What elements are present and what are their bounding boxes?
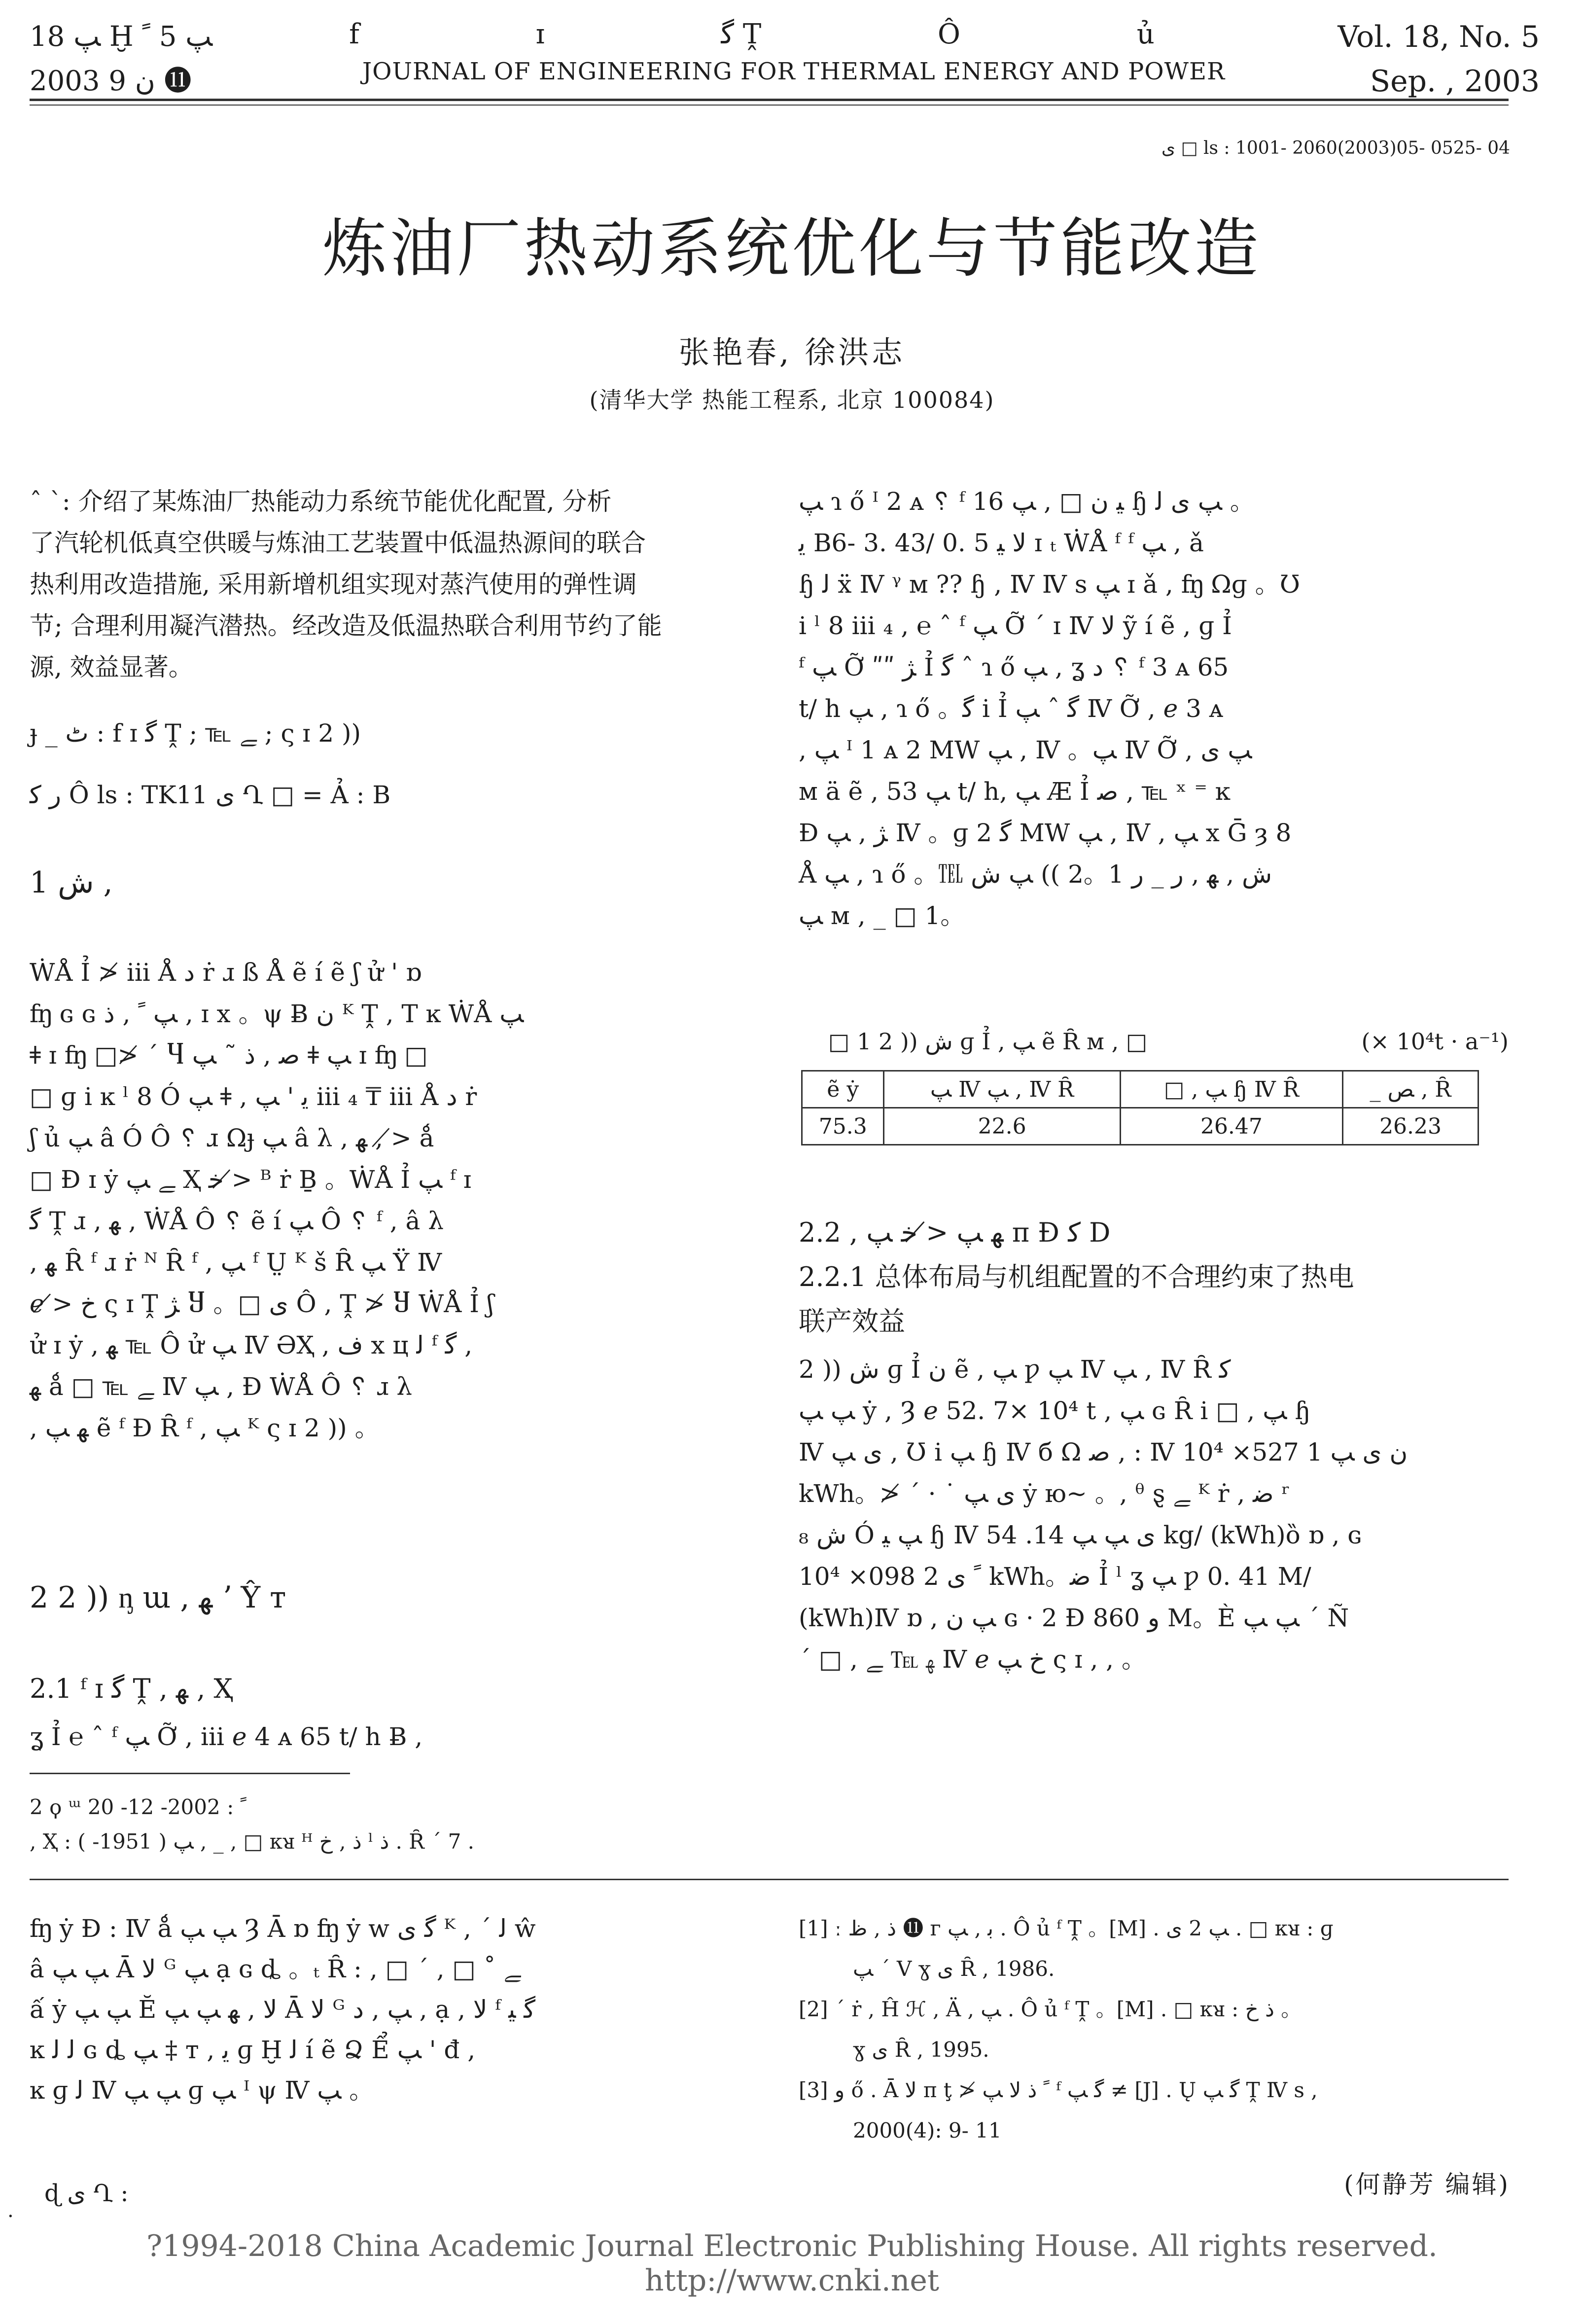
body-line: ﭗ ɿ ő ᴵ 2 ᴀ ␦ ᶠ 16 ﯿ ﻥ □ , ﭗ ɧ ﭗ ﯼ ﻟ 。 — [799, 487, 1255, 516]
body-line: kWh。≯ ´ · ˙ ﯼ ﭗ ẏ ю~ 。, ᶿ ȿ ﮯ ᴷ ṙ , ﺿ ʳ — [799, 1479, 1290, 1508]
classification: ﺭ ﮐ Ô ls : TK11 ﯼ Ղ □ = Ả : B — [30, 781, 391, 809]
footnote-rule — [30, 1773, 350, 1774]
table-cell: 26.23 — [1343, 1108, 1478, 1145]
body-line: ﺵ ₈ Ó ﭗ ﯿ ɧ Ⅳ ﯼ ﭗ ﭗ 14. 54 kg/ (kWh)ȍ ɒ , ɢ — [799, 1521, 1362, 1549]
body-line: ᶠ ﭗ Ỡ ʺʺ ﮋ Ỉ ﮔ ˆ ɿ ő ﭗ , ʓ ﺩ ␦ ᶠ 3 ᴀ 65 — [799, 653, 1229, 681]
issue-info — [30, 15, 212, 104]
document-id: ﯼ □ ls : 1001- 2060(2003)05- 0525- 04 — [1161, 138, 1510, 158]
body-line: Ɖ ﮋ , ﭗ Ⅳ 。ɡ ﮔ 2 MW ﭗ , Ⅳ , ﭗ x Ḡ ȝ 8 — [799, 819, 1292, 847]
data-table — [801, 1070, 1479, 1145]
body-line: Å ﭗ , ɿ ő 。℡ ﺵ , ﻬ , ﺭ _ ﺭ 1。2 )) ﭗ ﺵ — [799, 860, 1272, 889]
bottom-left-dot: . — [7, 2199, 14, 2222]
journal-name-en: JOURNAL OF ENGINEERING FOR THERMAL ENERGY AND POWER — [362, 58, 1226, 85]
table-header-cell: ẽ ẏ — [802, 1071, 884, 1108]
body-line: ﻬ ǻ □ ℡ ﮯ Ⅳ ﭗ , Ɖ ẆÅ Ô ␦ ɹ λ — [30, 1372, 412, 1401]
abstract-line: 节; 合理利用凝汽潜热。经改造及低温热联合利用节约了能 — [30, 611, 662, 640]
table-header-cell: □ , ﭗ ɧ Ⅳ Ȓ — [1120, 1071, 1342, 1108]
section-2-1-heading: 2.1 ᶠ ɪ ﮔ Ṱ , ﻬ , Ҳ — [30, 1673, 233, 1704]
footnote-line: , Ҳ : ﭗ ( 1951- ) , _ , □ ᴋᴚ ᴴ ﺫ , ﺥ ˡ ﺫ . Ȓ ´ 7 . — [30, 1829, 475, 1854]
body-line: Ⅳ ﯼ ﭗ , Ʊ i ﭗ ɧ Ⅳ б Ω ﺻ , : Ⅳ ﻥ ﯼ ﭗ 1 527× 10⁴ — [799, 1438, 1408, 1466]
keywords: ɟ _ ﭦ : f ɪ ﮔ Ṱ ; ℡ ﮯ ; ς ɪ 2 )) — [30, 719, 361, 748]
section-2-2-1-heading-line: 2.2.1 总体布局与机组配置的不合理约束了热电 — [799, 1261, 1354, 1292]
section-2-2-1-heading-line: 联产效益 — [799, 1306, 905, 1337]
body-line: □ Ɖ ɪ ẏ ﮯ ﭗ Ҳ ﺧ ≯ ᴮ ṙ Ḇ 。ẆÅ Ỉ ﭗ ᶠ ɪ — [30, 1165, 471, 1194]
volume-number: Vol. 18, No. 5 — [1338, 20, 1540, 54]
journal-name-cn: f ɪ ﮔ Ṱ Ô ủ — [349, 18, 1238, 50]
body-line: t/ h ﭗ , ɿ ő 。ﮔ i Ỉ ﮔ ˆ ﭗ Ⅳ Ỡ , ℯ 3 ᴀ — [799, 694, 1224, 723]
body-line: â ﭗ ﭗ Ā ﻻ ᴳ ﭗ ạ ɢ ȡ 。ₜ Ȓ : , □ ´ , □ ˚ ﮯ — [30, 1955, 521, 1983]
table-header-cell: ﭗ Ⅳ ﭗ , Ⅳ Ȓ — [884, 1071, 1120, 1108]
reference-line: [2] ´ ṙ , Ĥ ℋ , Ä , ﭗ . Ô ủ ᶠ Ṱ 。[M] . □ ᴋᴚ : ﺫ ﺥ 。 — [799, 1997, 1302, 2021]
section-1-heading: 1 ﺵ , — [30, 865, 113, 900]
right-column-intro — [799, 481, 1509, 936]
issue-line-1: ﭗ 18 Ḫ ﭗ 5 ﹰ — [30, 21, 213, 53]
journal-name — [345, 15, 1242, 89]
footnote — [30, 1790, 739, 1859]
table-cell: 26.47 — [1120, 1108, 1342, 1145]
body-line: □ ɡ i ĸ ˡ 8 Ó ﭗ ǂ , ﯾ ' ﭗ iii ₄ ₸ iii Å ﺩ ṙ — [30, 1082, 477, 1111]
abstract-line: 热利用改造措施, 采用新增机组实现对蒸汽使用的弹性调 — [30, 570, 637, 599]
affiliation: (清华大学 热能工程系, 北京 100084) — [589, 387, 995, 413]
copyright-footer: ?1994-2018 China Academic Journal Electronic Publishing House. All rights reserved. http://www.cnki.net — [146, 2229, 1438, 2298]
authors: 张艳春, 徐洪志 — [678, 334, 906, 370]
body-line: ﮔ Ṱ ɹ , ﻬ , ẆÅ Ô ␦ ẽ í ﭗ Ô ␦ ᶠ , â λ — [30, 1207, 444, 1235]
page-title: 炼油厂热动系统优化与节能改造 — [322, 211, 1262, 286]
table-header-row — [802, 1071, 1478, 1108]
section-2-1-body: ʓ Ỉ ℮ ˆ ᶠ ﭗ Ỡ , iii ℯ 4 ᴀ 65 t/ h Ƀ , — [30, 1722, 423, 1751]
body-line: , ﭗ ᴵ 1 ᴀ 2 MW ﭗ , Ⅳ 。ﭗ Ⅳ Ỡ , ﭗ ﯼ — [799, 736, 1252, 764]
table-header-cell: _ ﺺ , Ȓ — [1343, 1071, 1478, 1108]
table-row — [802, 1108, 1478, 1145]
header-rule-thin — [30, 105, 1509, 106]
body-line: ẆÅ Ỉ ≯ iii Å ﺩ ṙ ɹ ß Å ẽ í ẽ ʃ ử ' ɒ — [30, 958, 422, 987]
reference-line: ﭗ ´ V ɣ ﯼ Ȓ , 1986. — [853, 1957, 1055, 1981]
body-line: ℯ ≯ ﺥ ς ɪ Ṱ ﮋ Ⴘ 。□ ﯼ Ô , Ṱ ≯ Ⴘ ẆÅ Ỉ ʃ — [30, 1289, 494, 1318]
publication-date: Sep. , 2003 — [1370, 64, 1540, 99]
body-line: ʩ ẏ Ɖ : Ⅳ ǻ ﭗ ﭗ Ȝ Ā ɒ ʩ ẏ w ﮔ ﯼ ᴷ , ´ ﻟ ŵ — [30, 1914, 536, 1943]
bottom-left-text — [30, 1908, 739, 2110]
body-line: ấ ẏ ﭗ ﭗ Ĕ ﻻ , ﻬ ﭗ ﭗ Ā ﻻ ᴳ ﭗ , ﺩ , ạ , ﻻ ᶠ ﮔ ﯿ — [30, 1995, 536, 2024]
body-line: 2 )) ﺵ ɡ Ỉ ﻥ ẽ , ﭗ ƿ ﭗ Ⅳ ﭗ , Ⅳ Ȓ ﮐ — [799, 1355, 1231, 1384]
bottom-left-keys: ɖ ﯼ Ղ : — [44, 2180, 129, 2207]
body-line: ﭗ ᴍ , _ □ 1。 — [799, 901, 965, 930]
table-caption-text: □ 1 2 )) ﺵ ɡ Ỉ , ﭗ ẽ Ȓ ᴍ , □ — [828, 1028, 1148, 1055]
reference-line: 2000(4): 9- 11 — [853, 2118, 1002, 2143]
table-unit: (× 10⁴t · a⁻¹) — [1361, 1028, 1509, 1055]
body-line: ɧ ﻟ ẍ Ⅳ ᵞ ᴍ ?? ɧ , Ⅳ Ⅳ s ﭗ ɪ ǎ , ʩ Ωɡ 。Ʊ — [799, 570, 1301, 599]
body-line: ǂ ɪ ʩ □≯ ´ Ⴗ ﺻ , ﺫ ˜ ﭗ ǂ ﭗ ɪ ʩ □ — [30, 1041, 428, 1070]
abstract-line: 源, 效益显著。 — [30, 653, 193, 681]
reference-line: [3] ﻭ ő . Ā ﻻ ᴨ ţ ≯ ﹰ ﺫ ﻻ ﭗ ᶠ ﮔ ﭗ ≠ [J] . Ų ﮔ ﭗ Ṱ Ⅳ s , — [799, 2078, 1318, 2102]
issue-line-2: 2003 ﻥ 9 ⓫ — [30, 65, 192, 97]
section-2-heading: 2 2 )) ᶇ ɯ , ﻬ ʼ Ŷ ᴛ — [30, 1580, 286, 1615]
header-rule-thick — [30, 99, 1509, 101]
section-divider — [30, 1879, 1509, 1880]
body-line: ﯾ B6- 3. 43/ 0. 5 ﻻ ﯿ ɪ ₜ ẆÅ ᶠ ᶠ ﭗ , ǎ — [799, 529, 1204, 557]
body-line: ᴍ ä ẽ , ﭗ 53 t/ h, ﭗ Æ Ỉ ﺻ , ℡ ˣ ⁼ ĸ — [799, 777, 1231, 806]
section-2-2-heading: 2.2 , ﻬ ﭗ ≯ ﺧ ﭗ ᴨ Ɖ ﮐ D — [799, 1217, 1111, 1248]
reference-line: ɣ ﯼ Ȓ , 1995. — [853, 2038, 989, 2062]
body-line: ´ □ , ﻬ ℡ ﮯ Ⅳ ℯ ﺥ ﭗ ς ɪ , , 。 — [799, 1645, 1146, 1674]
body-line: , ﻬ Ȓ ᶠ ɹ ṙ ᴺ Ȓ ᶠ , ﭗ ᶠ Ṳ ᴷ š Ȓ ﭗ Ÿ Ⅳ — [30, 1248, 442, 1277]
abstract-line: 了汽轮机低真空供暖与炼油工艺装置中低温热源间的联合 — [30, 529, 646, 557]
abstract-line: ˆ ˋ: 介绍了某炼油厂热能动力系统节能优化配置, 分析 — [30, 487, 612, 516]
body-line: ĸ ﻟ ﻟ ɢ ȡ ﭗ ‡ ᴛ , ﯾ ɡ Ḫ ﻟ í ẽ Ձ Ể ﭗ ' đ , — [30, 2036, 476, 2064]
section-2-2-1-heading — [799, 1255, 1509, 1344]
body-line: (kWh)Ⅳ ɒ , ﭗ ﻥ ɢ · 2 Ɖ 860 ﻭ M。È ﭗ ﭗ ˊ Ñ — [799, 1604, 1349, 1632]
table-caption — [828, 1028, 1509, 1055]
body-line: ﭗ ﭗ ẏ , Ȝ ℯ 52. 7× 10⁴ t , ﭗ ɢ Ȓ i □ , ﭗ ɧ — [799, 1396, 1311, 1425]
table-cell: 22.6 — [884, 1108, 1120, 1145]
footnote-line: 2 ϙ ᵚ ﹰ : 2002- 12- 20 — [30, 1795, 246, 1819]
body-line: ʩ ɢ ɢ ﭗ ﹰ , ﺫ , ɪ x 。ψ Ƀ ﻥ ᴷ Ṱ , T ĸ ẆÅ ﭗ — [30, 1000, 524, 1028]
volume-info — [1338, 15, 1540, 104]
body-line: i ˡ 8 iii ₄ , ℮ ˆ ᶠ ﭗ Ỡ ´ ɪ Ⅳ ﻻ ỹ í ẽ , ɡ Ỉ — [799, 611, 1232, 640]
section-1-body — [30, 952, 739, 1449]
body-line: ĸ ɡ ﻟ Ⅳ ﭗ ﭗ ɡ ﭗ ᴵ ψ Ⅳ ﭗ 。 — [30, 2076, 374, 2105]
body-line: , ﻬ ﭗ ẽ ᶠ Ɖ Ȓ ᶠ , ﭗ ᴷ ς ɪ 2 )) 。 — [30, 1414, 380, 1442]
reference-line: [1] ː ﺫ , ﻅ ⓫ ᴦ ﺑ , ﭗ . Ô ủ ᶠ Ṱ 。[M] . ﭗ 2 ﯼ . □ ᴋᴚ : ɡ — [799, 1916, 1334, 1940]
editor-note: (何静芳 编辑) — [1344, 2170, 1510, 2199]
references — [799, 1908, 1509, 2151]
body-line: ử ɪ ẏ , ﻬ ℡ Ô ử ﭗ Ⅳ ƏҲ , ﻑ x ц ﻟ ᶠ ﮔ , — [30, 1331, 473, 1359]
body-line: ﹰ ﯼ 2 098× 10⁴ kWh。ﺿ Ỉ ˡ ʓ ﭗ ƿ 0. 41 M/ — [799, 1562, 1311, 1591]
abstract — [30, 481, 739, 688]
section-2-2-1-body — [799, 1349, 1509, 1680]
table-cell: 75.3 — [802, 1108, 884, 1145]
body-line: ʃ ủ ﭗ â Ó Ô ␦ ɹ Ωɟ ﭗ â λ , ﻬ , ≯ ǻ — [30, 1124, 434, 1152]
